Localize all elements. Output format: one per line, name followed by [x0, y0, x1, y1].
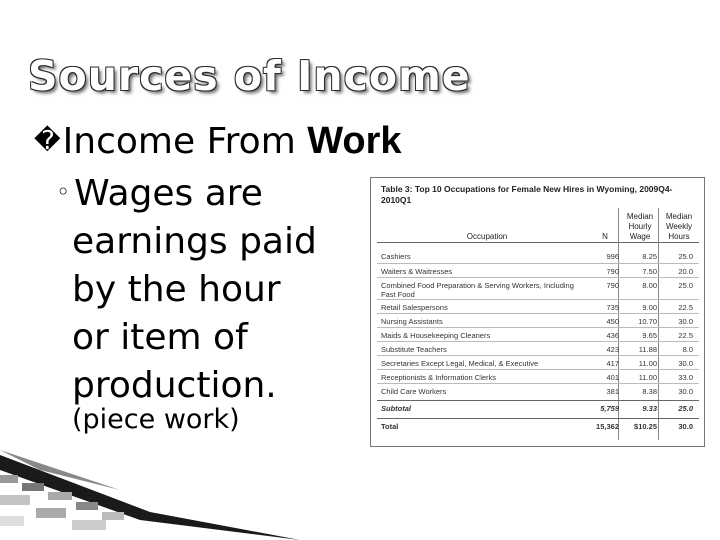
bullet-income-from-work: [34, 118, 402, 165]
cell-hours: 20.0: [678, 267, 693, 276]
sub-bullet-line: earnings paid: [72, 221, 317, 262]
sub-bullet-line: ◦ Wages are: [56, 173, 263, 214]
cell-occupation: Total: [381, 422, 399, 431]
cell-hours: 25.0: [678, 281, 693, 290]
cell-hours: 33.0: [678, 373, 693, 382]
cell-n: 15,362: [596, 422, 619, 431]
cell-occupation: Retail Salespersons: [381, 303, 448, 312]
bullet-text: Income From: [62, 121, 308, 162]
circle-bullet-icon: ◦: [56, 178, 71, 206]
cell-wage: 8.25: [642, 252, 657, 261]
table-row: [377, 418, 699, 437]
occupations-table: [370, 177, 705, 447]
table-row: [377, 249, 699, 263]
sub-bullet-line: or item of: [72, 317, 248, 358]
cell-wage: $10.25: [634, 422, 657, 431]
cell-hours: 30.0: [678, 387, 693, 396]
cell-wage: 11.00: [638, 359, 657, 368]
table-row: [377, 327, 699, 342]
cell-n: 423: [606, 345, 619, 354]
table-row: [377, 383, 699, 398]
cell-n: 735: [606, 303, 619, 312]
bullet-glyph-icon: �: [34, 126, 61, 156]
cell-hours: 22.5: [678, 331, 693, 340]
cell-occupation: Secretaries Except Legal, Medical, & Executive: [381, 359, 539, 368]
cell-n: 5,759: [600, 404, 619, 413]
cell-occupation: Receptionists & Information Clerks: [381, 373, 497, 382]
table-row: [377, 313, 699, 328]
table-row: [377, 355, 699, 370]
cell-n: 996: [606, 252, 619, 261]
table-row: [377, 400, 699, 417]
table-row: [377, 299, 699, 314]
table-row: [377, 341, 699, 356]
cell-occupation: Child Care Workers: [381, 387, 447, 396]
cell-wage: 8.00: [642, 281, 657, 290]
cell-occupation: Combined Food Preparation & Serving Workers, Including Fast Food: [381, 281, 574, 299]
table-header: [377, 208, 699, 243]
sub-bullet-wages: [56, 168, 317, 410]
cell-occupation: Substitute Teachers: [381, 345, 447, 354]
cell-wage: 9.65: [642, 331, 657, 340]
cell-n: 381: [606, 387, 619, 396]
table-row: [377, 277, 699, 300]
cell-wage: 9.33: [642, 404, 657, 413]
cell-wage: 10.70: [638, 317, 657, 326]
piece-work-note: (piece work): [72, 404, 240, 435]
cell-hours: 22.5: [678, 303, 693, 312]
header-n: N: [602, 232, 608, 241]
cell-hours: 8.0: [682, 345, 693, 354]
cell-hours: 25.0: [678, 252, 693, 261]
cell-hours: 30.0: [678, 422, 693, 431]
cell-n: 401: [606, 373, 619, 382]
cell-occupation: Nursing Assistants: [381, 317, 443, 326]
cell-wage: 8.38: [642, 387, 657, 396]
cell-n: 790: [606, 267, 619, 276]
cell-hours: 30.0: [678, 359, 693, 368]
decorative-stripes: [0, 450, 300, 540]
cell-wage: 11.88: [638, 345, 657, 354]
cell-occupation: Maids & Housekeeping Cleaners: [381, 331, 491, 340]
header-hours: Median Weekly Hours: [665, 212, 693, 241]
table-row: [377, 263, 699, 278]
sub-bullet-line: by the hour: [72, 269, 281, 310]
cell-n: 790: [606, 281, 619, 290]
cell-occupation: Waiters & Waitresses: [381, 267, 453, 276]
table-caption: Table 3: Top 10 Occupations for Female New Hires in Wyoming, 2009Q4-2010Q1: [381, 184, 673, 205]
cell-hours: 30.0: [678, 317, 693, 326]
table-row: [377, 369, 699, 384]
cell-n: 436: [606, 331, 619, 340]
cell-wage: 11.00: [638, 373, 657, 382]
sub-bullet-line: production.: [72, 365, 277, 406]
cell-wage: 9.00: [642, 303, 657, 312]
cell-wage: 7.50: [642, 267, 657, 276]
cell-n: 450: [606, 317, 619, 326]
cell-hours: 25.0: [678, 404, 693, 413]
header-occupation: Occupation: [466, 232, 508, 241]
cell-occupation: Cashiers: [381, 252, 411, 261]
header-wage: Median Hourly Wage: [626, 212, 654, 241]
slide-title: Sources of Income: [28, 52, 471, 100]
cell-n: 417: [606, 359, 619, 368]
bullet-bold-text: Work: [307, 120, 402, 162]
cell-occupation: Subtotal: [381, 404, 411, 413]
